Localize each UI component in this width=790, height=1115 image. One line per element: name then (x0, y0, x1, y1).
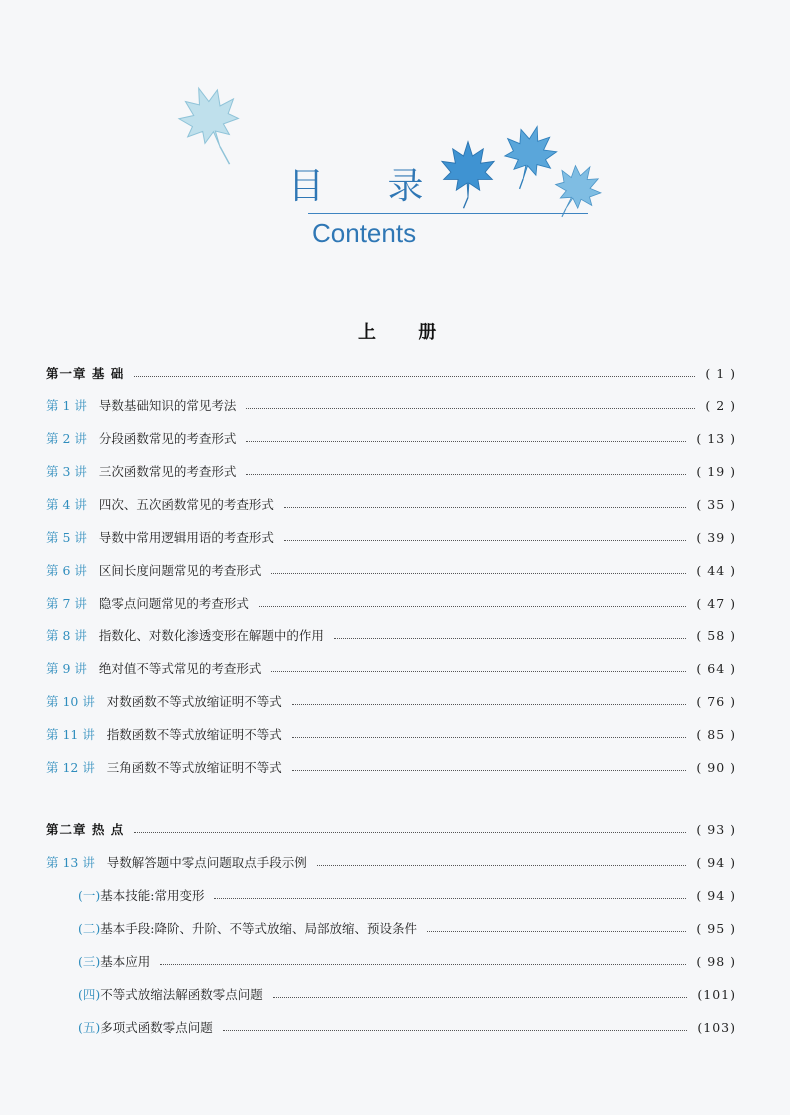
dot-leader (292, 769, 687, 771)
toc-lecture-10[interactable] (46, 690, 736, 712)
toc-subsection-2[interactable] (78, 917, 736, 939)
subsection-title: 基本手段:降阶、升阶、不等式放缩、局部放缩、预设条件 (100, 921, 417, 936)
subsection-title: 基本应用 (100, 954, 151, 969)
dot-leader (284, 539, 687, 541)
dot-leader (271, 572, 686, 574)
lecture-title: 三角函数不等式放缩证明不等式 (106, 760, 282, 775)
dot-leader (246, 440, 686, 442)
subsection-number: (五) (78, 1020, 101, 1035)
lecture-number: 第 2 讲 (46, 431, 87, 446)
page-number: ( 64 ) (696, 660, 736, 676)
volume-heading: 上 册 (358, 322, 455, 343)
page-number: ( 98 ) (696, 953, 736, 969)
toc-lecture-4[interactable] (46, 493, 736, 515)
lecture-title: 导数中常用逻辑用语的考查形式 (98, 530, 274, 545)
page-number: (103) (697, 1019, 736, 1035)
lecture-title: 三次函数常见的考查形式 (98, 464, 237, 479)
subsection-number: (四) (78, 987, 101, 1002)
toc-lecture-7[interactable] (46, 592, 736, 614)
toc-subsection-3[interactable] (78, 950, 736, 972)
subsection-number: (二) (78, 921, 101, 936)
lecture-title: 四次、五次函数常见的考查形式 (98, 497, 274, 512)
lecture-number: 第 9 讲 (46, 661, 87, 676)
page-number: ( 95 ) (696, 920, 736, 936)
toc-lecture-9[interactable] (46, 657, 736, 679)
page-number: ( 58 ) (696, 627, 736, 643)
chapter-label: 第一章 基 础 (46, 366, 125, 381)
lecture-title: 分段函数常见的考查形式 (98, 431, 237, 446)
subsection-title: 基本技能:常用变形 (100, 888, 205, 903)
lecture-number: 第 12 讲 (46, 760, 95, 775)
toc-lecture-6[interactable] (46, 559, 736, 581)
toc-lecture-1[interactable] (46, 394, 736, 416)
toc-lecture-5[interactable] (46, 526, 736, 548)
page-number: ( 2 ) (705, 397, 736, 413)
toc-chapter-1[interactable] (46, 362, 736, 384)
toc-lecture-11[interactable] (46, 723, 736, 745)
subsection-title: 多项式函数零点问题 (100, 1020, 213, 1035)
lecture-number: 第 1 讲 (46, 398, 87, 413)
subsection-number: (一) (78, 888, 101, 903)
page-number: ( 19 ) (696, 463, 736, 479)
dot-leader (246, 473, 686, 475)
page-number: ( 94 ) (696, 887, 736, 903)
page-title: 目 录 (288, 166, 450, 207)
toc-subsection-5[interactable] (78, 1016, 736, 1038)
lecture-title: 导数基础知识的常见考法 (98, 398, 237, 413)
dot-leader (292, 703, 687, 705)
page-number: (101) (697, 986, 736, 1002)
lecture-number: 第 13 讲 (46, 855, 95, 870)
maple-leaf-icon (176, 82, 246, 172)
dot-leader (292, 736, 687, 738)
lecture-title: 指数函数不等式放缩证明不等式 (106, 727, 282, 742)
dot-leader (284, 506, 687, 508)
dot-leader (427, 930, 686, 932)
page-number: ( 90 ) (696, 759, 736, 775)
toc-subsection-4[interactable] (78, 983, 736, 1005)
dot-leader (160, 963, 686, 965)
dot-leader (317, 864, 687, 866)
dot-leader (214, 897, 686, 899)
dot-leader (334, 637, 687, 639)
lecture-title: 指数化、对数化渗透变形在解题中的作用 (98, 628, 324, 643)
toc-lecture-2[interactable] (46, 427, 736, 449)
page-number: ( 47 ) (696, 595, 736, 611)
lecture-number: 第 5 讲 (46, 530, 87, 545)
lecture-title: 对数函数不等式放缩证明不等式 (106, 694, 282, 709)
page-number: ( 1 ) (705, 365, 736, 381)
lecture-title: 绝对值不等式常见的考查形式 (98, 661, 262, 676)
dot-leader (246, 407, 695, 409)
page-number: ( 13 ) (696, 430, 736, 446)
lecture-title: 区间长度问题常见的考查形式 (98, 563, 262, 578)
lecture-number: 第 4 讲 (46, 497, 87, 512)
lecture-number: 第 3 讲 (46, 464, 87, 479)
toc-lecture-3[interactable] (46, 460, 736, 482)
page-number: ( 44 ) (696, 562, 736, 578)
lecture-number: 第 11 讲 (46, 727, 95, 742)
lecture-title: 隐零点问题常见的考查形式 (98, 596, 249, 611)
toc-lecture-13[interactable] (46, 851, 736, 873)
dot-leader (223, 1029, 688, 1031)
lecture-number: 第 8 讲 (46, 628, 87, 643)
title-divider (308, 213, 588, 214)
lecture-number: 第 10 讲 (46, 694, 95, 709)
toc-lecture-12[interactable] (46, 756, 736, 778)
page-number: ( 39 ) (696, 529, 736, 545)
lecture-title: 导数解答题中零点问题取点手段示例 (106, 855, 307, 870)
toc-lecture-8[interactable] (46, 624, 736, 646)
chapter-label: 第二章 热 点 (46, 822, 125, 837)
lecture-number: 第 6 讲 (46, 563, 87, 578)
page-number: ( 76 ) (696, 693, 736, 709)
toc-subsection-1[interactable] (78, 884, 736, 906)
dot-leader (271, 670, 686, 672)
dot-leader (134, 375, 695, 377)
dot-leader (259, 605, 687, 607)
subsection-number: (三) (78, 954, 101, 969)
page-number: ( 93 ) (696, 821, 736, 837)
page-subtitle: Contents (312, 218, 417, 248)
page-number: ( 35 ) (696, 496, 736, 512)
subsection-title: 不等式放缩法解函数零点问题 (100, 987, 263, 1002)
lecture-number: 第 7 讲 (46, 596, 87, 611)
toc-chapter-2[interactable] (46, 818, 736, 840)
dot-leader (273, 996, 688, 998)
page-number: ( 94 ) (696, 854, 736, 870)
page-number: ( 85 ) (696, 726, 736, 742)
dot-leader (134, 831, 686, 833)
